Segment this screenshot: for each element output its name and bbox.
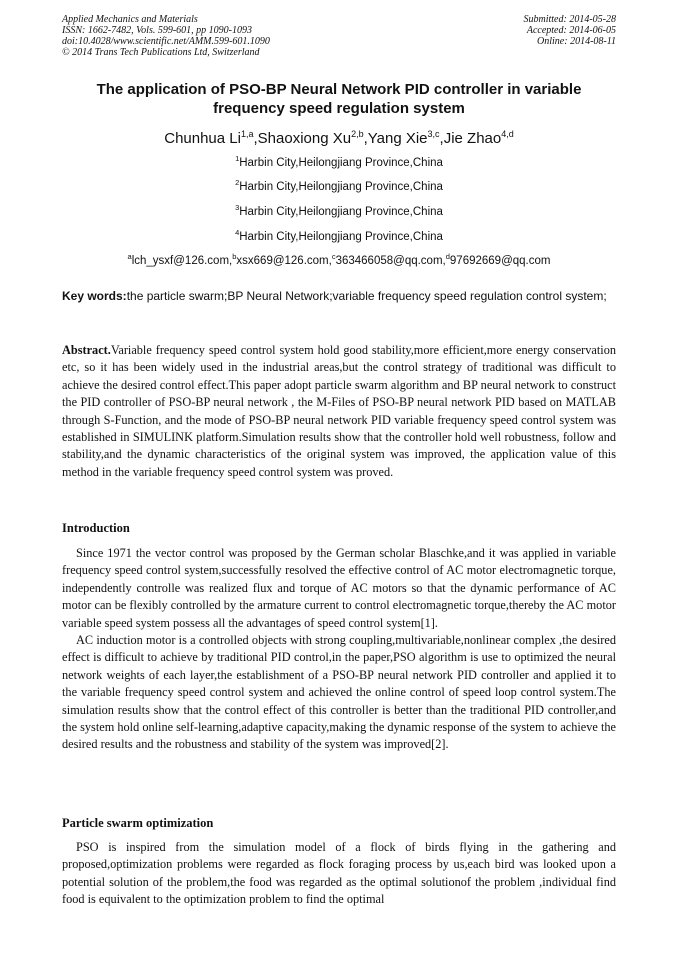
introduction-paragraph-1: Since 1971 the vector control was proposed by the German scholar Blaschke,and it was applied in variable frequency speed control system,successfully resolved the effective control of AC motor electromagnetic torque, independently controlle was realized flux and torque of AC motors so that the dynamic performance of AC motor can be flexibly controlled by the armature current to control electromagnetic torque,thereby the AC motor variable speed system possess all the advantages of speed control system[1]. xyxy=(62,546,616,630)
submitted-date: Submitted: 2014-05-28 xyxy=(523,14,616,25)
author-sup: 2,b xyxy=(351,129,364,139)
pso-body xyxy=(62,839,616,909)
email-sup: c xyxy=(331,252,336,261)
email-address: lch_ysxf@126.com, xyxy=(131,254,233,267)
journal-name: Applied Mechanics and Materials xyxy=(62,14,198,25)
author-list xyxy=(62,125,616,148)
author-separator: , xyxy=(439,130,444,147)
doi-line: doi:10.4028/www.scientific.net/AMM.599-601.1090 xyxy=(62,36,270,47)
keywords-text: the particle swarm;BP Neural Network;variable frequency speed regulation control system; xyxy=(126,289,607,303)
affiliation-text: Harbin City,Heilongjiang Province,China xyxy=(239,156,443,169)
author-name: Yang Xie xyxy=(367,130,428,147)
affiliation-text: Harbin City,Heilongjiang Province,China xyxy=(239,180,443,193)
introduction-body xyxy=(62,545,616,754)
abstract-text: Variable frequency speed control system hold good stability,more efficient,more energy conservation etc, so it has been widely used in the industrial areas,but the control strategy of traditional was difficult to achieve the desired control effect.This paper adopt particle swarm algorithm and BP neural network to construct the PID controller of PSO-BP neural network , the M-Files of PSO-BP neural network PID based on MATLAB through S-Function, and the mode of PSO-BP neural network PID variable frequency speed control system was established in SIMULINK platform.Simulation results show that the controller hold well robustness, follow and stability,and the dynamic characteristics of the original system was improved, the application value of this method in the variable frequency speed control system was proved. xyxy=(62,343,616,479)
affiliation-sup: 4 xyxy=(235,228,240,237)
email-list xyxy=(62,250,616,268)
publication-dates xyxy=(524,14,617,47)
author-sup: 4,d xyxy=(501,129,514,139)
pso-paragraph-1: PSO is inspired from the simulation model of a flock of birds flying in the gathering and proposed,optimization problems were regarded as flock foraging process by us,each bird was looked upon a potential solution of the problem,the food was regarded as the optimal solutionof the problem ,individual find food is equivalent to the optimization problem to find the optimal xyxy=(62,840,616,907)
journal-info xyxy=(62,14,270,58)
online-date: Online: 2014-08-11 xyxy=(537,36,616,47)
author-name: Jie Zhao xyxy=(443,130,502,147)
introduction-paragraph-2: AC induction motor is a controlled objects with strong coupling,multivariable,nonlinear complex ,the desired effect is difficult to achieve by traditional PID control,in the paper,PSO algorithm is use to optimized the neural network weights of each layer,the establishment of a PSO-BP neural network PID controller and applied it to the variable frequency speed control system and achieved the online control of speed loop control system.The simulation results show that the control effect of this controller is better than the traditional PID controller,and the system hold online self-learning,adaptive capacity,making the dynamic response of the system to achieve the desired results and the robustness and stability of the system was improved[2]. xyxy=(62,633,616,752)
paper-title: The application of PSO-BP Neural Network PID controller in variable frequency speed regulation system xyxy=(96,81,582,117)
affiliation-sup: 2 xyxy=(235,178,240,187)
keywords xyxy=(62,288,616,305)
author-name: Chunhua Li xyxy=(164,130,241,147)
author-separator: , xyxy=(253,130,258,147)
affiliation-2 xyxy=(62,176,616,194)
affiliation-3 xyxy=(62,201,616,219)
accepted-date: Accepted: 2014-06-05 xyxy=(526,25,616,36)
author-name: Shaoxiong Xu xyxy=(257,130,352,147)
email-sup: b xyxy=(232,252,237,261)
author-separator: , xyxy=(363,130,368,147)
author-sup: 1,a xyxy=(240,129,254,139)
affiliation-sup: 1 xyxy=(235,154,240,163)
introduction-heading: Introduction xyxy=(62,521,130,535)
affiliation-text: Harbin City,Heilongjiang Province,China xyxy=(239,230,443,243)
abstract xyxy=(62,342,616,481)
issn-line: ISSN: 1662-7482, Vols. 599-601, pp 1090-1093 xyxy=(62,25,252,36)
pso-heading: Particle swarm optimization xyxy=(62,816,214,830)
affiliation-4 xyxy=(62,226,616,244)
author-sup: 3,c xyxy=(427,129,440,139)
email-address: 363466058@qq.com, xyxy=(335,254,446,267)
email-address: xsx669@126.com, xyxy=(236,254,332,267)
affiliation-text: Harbin City,Heilongjiang Province,China xyxy=(239,205,443,218)
email-sup: d xyxy=(445,252,450,261)
email-sup: a xyxy=(127,252,132,261)
copyright-line: © 2014 Trans Tech Publications Ltd, Switzerland xyxy=(62,47,260,58)
affiliation-1 xyxy=(62,152,616,170)
affiliation-sup: 3 xyxy=(235,203,240,212)
keywords-label: Key words: xyxy=(62,289,127,303)
abstract-label: Abstract. xyxy=(62,343,111,357)
email-address: 97692669@qq.com xyxy=(449,254,551,267)
